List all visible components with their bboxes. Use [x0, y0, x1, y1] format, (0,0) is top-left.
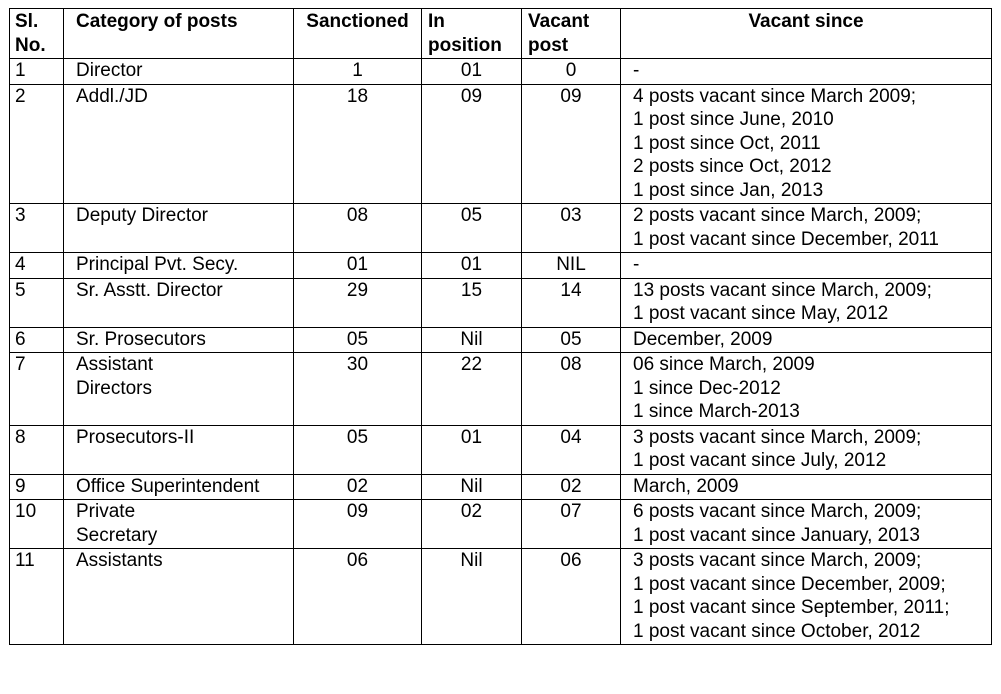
cell-sl-no: 7 — [10, 353, 64, 426]
table-row — [10, 253, 992, 279]
cell-category: Sr. Asstt. Director — [64, 278, 294, 327]
cell-vacant-since: 6 posts vacant since March, 2009; 1 post vacant since January, 2013 — [621, 500, 992, 549]
cell-category: Office Superintendent — [64, 474, 294, 500]
cell-category: Sr. Prosecutors — [64, 327, 294, 353]
cell-sl-no: 8 — [10, 425, 64, 474]
table-row — [10, 425, 992, 474]
table-header-row — [10, 9, 992, 59]
cell-vacant-since: 3 posts vacant since March, 2009; 1 post vacant since December, 2009; 1 post vacant since September, 2011; 1 post vacant since October, 2012 — [621, 549, 992, 645]
header-vacant-post: Vacant post — [522, 9, 621, 59]
cell-sl-no: 4 — [10, 253, 64, 279]
cell-vacant-since: 13 posts vacant since March, 2009; 1 post vacant since May, 2012 — [621, 278, 992, 327]
cell-sanctioned: 05 — [294, 425, 422, 474]
cell-vacant-post: 04 — [522, 425, 621, 474]
cell-sanctioned: 29 — [294, 278, 422, 327]
cell-sl-no: 3 — [10, 204, 64, 253]
table-row — [10, 84, 992, 204]
table-row — [10, 549, 992, 645]
cell-category: Assistants — [64, 549, 294, 645]
cell-sanctioned: 09 — [294, 500, 422, 549]
cell-in-position: Nil — [422, 327, 522, 353]
cell-vacant-post: 02 — [522, 474, 621, 500]
cell-in-position: 02 — [422, 500, 522, 549]
cell-in-position: 15 — [422, 278, 522, 327]
cell-vacant-post: 0 — [522, 59, 621, 85]
cell-vacant-since: 4 posts vacant since March 2009; 1 post since June, 2010 1 post since Oct, 2011 2 posts since Oct, 2012 1 post since Jan, 2013 — [621, 84, 992, 204]
cell-category: Private Secretary — [64, 500, 294, 549]
cell-sl-no: 2 — [10, 84, 64, 204]
cell-sl-no: 5 — [10, 278, 64, 327]
cell-vacant-since: 2 posts vacant since March, 2009; 1 post vacant since December, 2011 — [621, 204, 992, 253]
cell-sanctioned: 30 — [294, 353, 422, 426]
cell-sanctioned: 01 — [294, 253, 422, 279]
table-row — [10, 278, 992, 327]
cell-sl-no: 9 — [10, 474, 64, 500]
cell-in-position: 01 — [422, 59, 522, 85]
cell-sanctioned: 06 — [294, 549, 422, 645]
cell-sanctioned: 05 — [294, 327, 422, 353]
table-row — [10, 500, 992, 549]
table-row — [10, 353, 992, 426]
header-sanctioned: Sanctioned — [294, 9, 422, 59]
cell-in-position: 05 — [422, 204, 522, 253]
cell-sl-no: 6 — [10, 327, 64, 353]
cell-vacant-since: - — [621, 253, 992, 279]
cell-sanctioned: 18 — [294, 84, 422, 204]
cell-in-position: Nil — [422, 549, 522, 645]
vacancy-table — [9, 8, 992, 645]
cell-vacant-since: 3 posts vacant since March, 2009; 1 post vacant since July, 2012 — [621, 425, 992, 474]
header-vacant-since: Vacant since — [621, 9, 992, 59]
cell-sanctioned: 02 — [294, 474, 422, 500]
cell-vacant-since: March, 2009 — [621, 474, 992, 500]
cell-vacant-post: 08 — [522, 353, 621, 426]
header-category: Category of posts — [64, 9, 294, 59]
cell-vacant-post: 06 — [522, 549, 621, 645]
cell-vacant-post: 14 — [522, 278, 621, 327]
cell-category: Deputy Director — [64, 204, 294, 253]
cell-sanctioned: 1 — [294, 59, 422, 85]
table-row — [10, 327, 992, 353]
table-row — [10, 59, 992, 85]
table-row — [10, 474, 992, 500]
header-in-position: In position — [422, 9, 522, 59]
cell-category: Principal Pvt. Secy. — [64, 253, 294, 279]
cell-vacant-post: 03 — [522, 204, 621, 253]
cell-in-position: 09 — [422, 84, 522, 204]
cell-category: Addl./JD — [64, 84, 294, 204]
cell-in-position: 01 — [422, 425, 522, 474]
cell-vacant-post: 09 — [522, 84, 621, 204]
header-sl-no: Sl. No. — [10, 9, 64, 59]
cell-vacant-post: NIL — [522, 253, 621, 279]
cell-category: Director — [64, 59, 294, 85]
cell-category: Prosecutors-II — [64, 425, 294, 474]
table-row — [10, 204, 992, 253]
cell-in-position: 22 — [422, 353, 522, 426]
cell-vacant-since: - — [621, 59, 992, 85]
cell-category: Assistant Directors — [64, 353, 294, 426]
cell-sl-no: 10 — [10, 500, 64, 549]
cell-vacant-post: 05 — [522, 327, 621, 353]
cell-in-position: Nil — [422, 474, 522, 500]
cell-in-position: 01 — [422, 253, 522, 279]
cell-vacant-since: December, 2009 — [621, 327, 992, 353]
cell-vacant-post: 07 — [522, 500, 621, 549]
cell-vacant-since: 06 since March, 2009 1 since Dec-2012 1 since March-2013 — [621, 353, 992, 426]
cell-sanctioned: 08 — [294, 204, 422, 253]
cell-sl-no: 11 — [10, 549, 64, 645]
cell-sl-no: 1 — [10, 59, 64, 85]
